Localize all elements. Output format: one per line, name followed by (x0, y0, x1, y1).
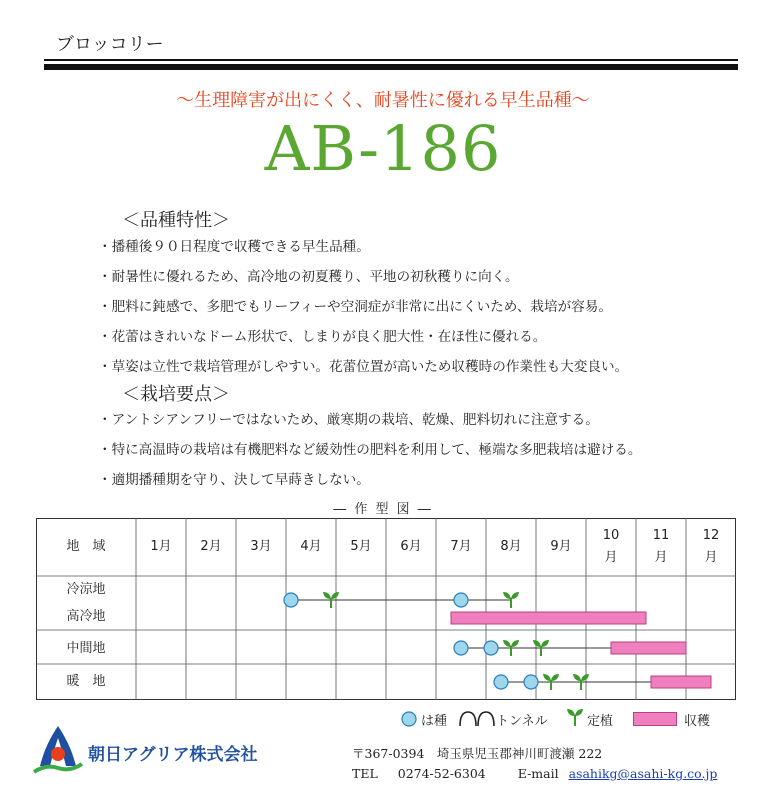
harvest-bar (651, 676, 711, 688)
legend-planting-label: 定植 (587, 714, 614, 729)
month-header: 8月 (500, 539, 522, 554)
legend-tunnel-label: トンネル (496, 714, 548, 729)
sowing-mark (494, 675, 508, 689)
cultivation-list (98, 405, 641, 495)
characteristic-item: ・肥料に鈍感で、多肥でもリーフィーや空洞症が非常に出にくいため、栽培が容易。 (98, 299, 612, 315)
month-header: 10 月 (602, 528, 620, 565)
region-label-cool: 冷涼地 高冷地 (66, 582, 106, 624)
sowing-mark (454, 593, 468, 607)
month-header: 7月 (450, 539, 472, 554)
legend-harvest-label: 収穫 (684, 714, 711, 729)
month-header: 4月 (300, 539, 322, 554)
company-name: 朝日アグリア株式会社 (88, 745, 258, 765)
characteristics-title: ＜品種特性＞ (122, 210, 230, 231)
company-address: 〒367-0394 埼玉県児玉郡神川町渡瀬 222 (352, 746, 603, 761)
month-header: 3月 (250, 539, 272, 554)
characteristic-item: ・耐暑性に優れるため、高冷地の初夏穫り、平地の初秋穫りに向く。 (98, 269, 519, 285)
product-category: ブロッコリー (56, 34, 164, 55)
region-label-middle: 中間地 (66, 641, 106, 656)
email-link[interactable]: asahikg@asahi-kg.co.jp (568, 766, 718, 781)
cultivation-item: ・適期播種期を守り、決して早蒔きしない。 (98, 472, 370, 488)
legend-sowing-icon (400, 710, 418, 728)
characteristic-item: ・播種後９０日程度で収穫できる早生品種。 (98, 239, 370, 255)
sowing-mark (454, 641, 468, 655)
characteristic-item: ・花蕾はきれいなドーム形状で、しまりが良く肥大性・在ほ性に優れる。 (98, 329, 547, 345)
month-header: 9月 (550, 539, 572, 554)
cultivation-item: ・アントシアンフリーではないため、厳寒期の栽培、乾燥、肥料切れに注意する。 (98, 412, 599, 428)
legend-tunnel-icon (458, 708, 498, 728)
legend-sowing-label: は種 (421, 714, 448, 729)
month-header: 5月 (350, 539, 372, 554)
company-logo-icon (30, 720, 86, 776)
characteristics-list (98, 232, 628, 382)
tel-number: 0274-52-6304 (397, 766, 486, 781)
month-header: 11 月 (652, 528, 670, 565)
tagline: ～生理障害が出にくく、耐暑性に優れる早生品種～ (176, 90, 590, 111)
month-header: 12 月 (702, 528, 720, 565)
harvest-bar (611, 642, 686, 654)
header-rule-thick (44, 64, 738, 70)
month-header: 6月 (400, 539, 422, 554)
characteristic-item: ・草姿は立性で栽培管理がしやすい。花蕾位置が高いため収穫時の作業性も大変良い。 (98, 359, 629, 375)
cropping-chart (36, 518, 736, 700)
cultivation-title: ＜栽培要点＞ (122, 384, 230, 405)
month-header: 1月 (150, 539, 172, 554)
month-header: 2月 (200, 539, 222, 554)
tel-label: TEL (352, 766, 378, 781)
region-label-warm: 暖 地 (66, 674, 106, 689)
email-label: E-mail (517, 766, 559, 781)
region-header: 地 域 (66, 539, 106, 554)
legend-planting-icon (565, 706, 585, 728)
chart-title: ― 作 型 図 ― (333, 502, 433, 517)
header-rule-thin (44, 59, 738, 61)
sowing-mark (484, 641, 498, 655)
product-name: AB-186 (264, 112, 502, 185)
sowing-mark (524, 675, 538, 689)
harvest-bar (451, 612, 646, 624)
legend-harvest-swatch (633, 712, 677, 726)
cultivation-item: ・特に高温時の栽培は有機肥料など緩効性の肥料を利用して、極端な多肥栽培は避ける。 (98, 442, 642, 458)
sowing-mark (284, 593, 298, 607)
contact-line (352, 766, 717, 781)
